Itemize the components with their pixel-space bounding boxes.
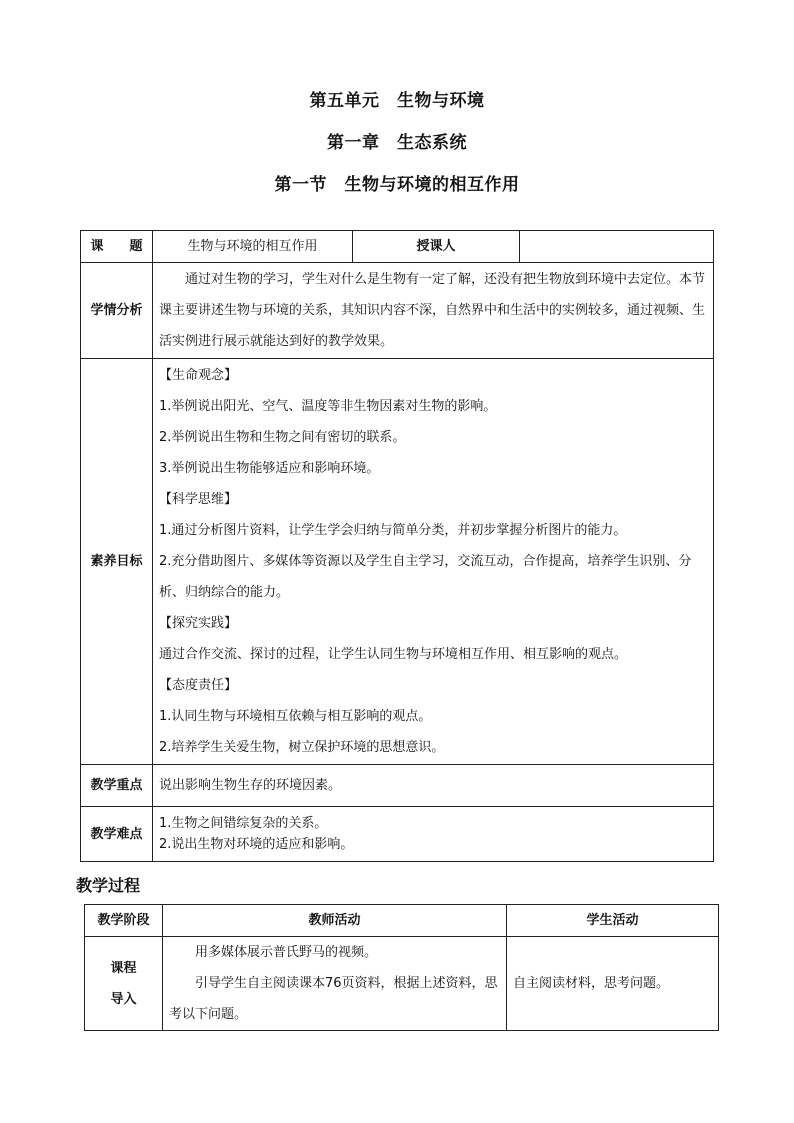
unit-title: 第五单元 生物与环境 (309, 91, 485, 111)
goal-item: 2.举例说出生物和生物之间有密切的联系。 (159, 430, 406, 445)
header-student: 学生活动 (507, 905, 719, 937)
process-heading: 教学过程 (76, 876, 141, 895)
goal-item: 1.认同生物与环境相互依赖与相互影响的观点。 (159, 709, 432, 724)
goals-label: 素养目标 (81, 359, 153, 765)
key-text: 说出影响生物生存的环境因素。 (153, 765, 714, 807)
goal-item: 1.通过分析图片资料，让学生学会归纳与简单分类，并初步掌握分析图片的能力。 (159, 523, 627, 538)
goal-heading: 【生命观念】 (159, 368, 238, 383)
goal-item: 通过合作交流、探讨的过程，让学生认同生物与环境相互作用、相互影响的观点。 (159, 647, 628, 662)
analysis-text: 通过对生物的学习，学生对什么是生物有一定了解，还没有把生物放到环境中去定位。本节课主要讲述生物与环境的关系，其知识内容不深，自然界中和生活中的实例较多，通过视频、生活实例进行展示就能达到好的教学效果。 (153, 263, 714, 359)
teacher-activity (163, 937, 507, 1031)
difficulty-item: 2.说出生物对环境的适应和影响。 (159, 837, 354, 852)
teacher-label: 授课人 (353, 231, 520, 263)
difficulty-item: 1.生物之间错综复杂的关系。 (159, 816, 328, 831)
lesson-info-table (80, 230, 714, 862)
teacher-activity-line: 引导学生自主阅读课本76页资料，根据上述资料，思考以下问题。 (169, 976, 498, 1022)
difficulty-label: 教学难点 (81, 807, 153, 862)
topic-value: 生物与环境的相互作用 (153, 231, 353, 263)
analysis-label: 学情分析 (81, 263, 153, 359)
goal-item: 2.培养学生关爱生物，树立保护环境的思想意识。 (159, 740, 445, 755)
goal-heading: 【科学思维】 (159, 492, 238, 507)
stage-line: 课程 (110, 960, 137, 976)
goal-heading: 【态度责任】 (159, 678, 238, 693)
goal-item: 2.充分借助图片、多媒体等资源以及学生自主学习，交流互动，合作提高，培养学生识别、分析、归纳综合的能力。 (159, 554, 692, 600)
section-title: 第一节 生物与环境的相互作用 (274, 175, 520, 195)
teaching-process-table (84, 904, 719, 1031)
key-label: 教学重点 (81, 765, 153, 807)
chapter-title: 第一章 生态系统 (327, 133, 467, 153)
goal-item: 1.举例说出阳光、空气、温度等非生物因素对生物的影响。 (159, 399, 497, 414)
teacher-value (520, 231, 714, 263)
stage-cell (85, 937, 163, 1031)
topic-label: 课 题 (81, 231, 153, 263)
difficulty-cell (153, 807, 714, 862)
goal-heading: 【探究实践】 (159, 616, 238, 631)
goals-cell (153, 359, 714, 765)
teacher-activity-line: 用多媒体展示普氏野马的视频。 (195, 945, 378, 960)
stage-line: 导入 (110, 991, 137, 1007)
header-stage: 教学阶段 (85, 905, 163, 937)
student-activity: 自主阅读材料，思考问题。 (507, 937, 719, 1031)
header-teacher: 教师活动 (163, 905, 507, 937)
goal-item: 3.举例说出生物能够适应和影响环境。 (159, 461, 380, 476)
